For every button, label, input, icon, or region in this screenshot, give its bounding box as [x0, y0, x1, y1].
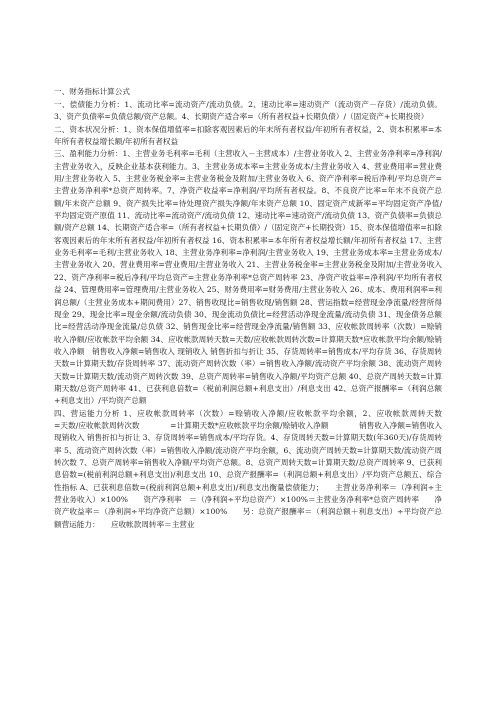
section-solvency: 一、偿债能力分析：1、流动比率=流动资产/流动负债。2、速动比率=速动资产（流动资产－存货）/流动负债。3、资产负债率=负债总额/资产总额。4、长期资产适合率=（所有者权益+长期负债）/（固定资产+长期投资）	[54, 100, 442, 122]
section-operating: 四、营运能力分析 1、应收帐款周转率（次数）=赊销收入净额/应收帐款平均余额，2、应收帐款周转天数 =天数/应收帐款周转次数 =计算期天数*应收帐款平均余额/赊销收入净额 销售收入净额=销售收入 现销收入 销售折扣与折让 3、存货周转率=销售成本/平均存货。4、存货周转天数=计算期天数(年360天)/存货周转率 5、流动资产周转次数（率）=销售收入净额/流动资产平均余额，6、流动资产周转天数=计算期天数/流动资产周转次数 7、总资产周转率=销售收入净额/平均资产总额。8、总资产周转天数=计算期天数/总资产周转率 9、已获利息倍数=(税前利润总额+利息支出)/利息支出 10、总资产报酬率=（利润总额+利息支出）/平均资产总额五、综合性指标 A、已获利息倍数=(税前利润总额+利息支出)/利息支出衡量偿债能力； 主营业务净利率＝（净利润÷主营业务收入）×100% 资产净利率 ＝（净利润÷平均总资产）×100%＝主营业务净利率*总资产周转率 净资产收益率＝（净利润÷平均净资产总额）×100% 另：总资产报酬率＝（利润总额＋利息支出）÷平均资产总额营运能力： 应收帐款周转率＝主营业	[54, 408, 473, 529]
section-capital: 二、资本状况分析：1、资本保值增值率=扣除客观因素后的年末所有者权益/年初所有者权益，2、资本积累率=本年所有者权益增长额/年初所有者权益	[54, 124, 442, 147]
section-profitability: 三、盈利能力分析：1、主营业务毛利率=毛利（主营收入－主营成本）/主营业务收入 2、主营业务净利率=净利润/主营业务收入，反映企业基本获利能力。3、主营业务成本率=主营业务成本/主营业务收入 4、营业费用率=营业费用/主营业务收入 5、主营业务税金率=主营业务税金及附加/主营业务收入 6、资产净利率=税后净利/平均总资产=主营业务净利率*总资产周转率。7、净资产收益率=净利润/平均所有者权益。8、不良资产比率=年末不良资产总额/年末资产总额 9、资产损失比率=待处理资产损失净额/年末资产总额 10、固定资产成新率=平均固定资产净值/平均固定资产原值 11、流动比率=流动资产/流动负债 12、速动比率=速动资产/流动负债 13、资产负债率=负债总额/资产总额 14、长期资产适合率=（所有者权益+长期负债）/（固定资产+长期投资）15、资本保值增值率=扣除客观因素后的年末所有者权益/年初所有者权益 16、资本积累率=本年所有者权益增长额/年初所有者权益 17、主营业务毛利率=毛利/主营业务收入 18、主营业务净利率=净利润/主营业务收入 19、主营业务成本率=主营业务成本/主营业务收入 20、营业费用率=营业费用/主营业务收入 21、主营业务税金率=主营业务税金及附加/主营业务收入 22、资产净利率=税后净利/平均总资产=主营业务净利率*总资产周转率 23、净资产收益率=净利润/平均所有者权益 24、管理费用率=管理费用/主营业务收入 25、财务费用率=财务费用/主营业务收入 26、成本、费用利润率=利润总额/（主营业务成本+期间费用）27、销售收现比=销售收现/销售额 28、营运指数=经营现金净流量/经营所得现金 29、现金比率=现金余额/流动负债 30、现金流动负债比=经营活动净现金流量/流动负债 31、现金债务总额比=经营活动净现金流量/总负债 32、销售现金比率=经营现金净流量/销售额 33、应收帐款周转率（次数）=赊销收入净额/应收帐款平均余额 34、应收帐款周转天数=天数/应收帐款周转次数=计算期天数*应收帐款平均余额/赊销收入净额 销售收入净额=销售收入 现销收入 销售折扣与折让 35、存货周转率=销售成本/平均存货 36、存货周转天数=计算期天数/存货周转率 37、流动资产周转次数（率）=销售收入净额/流动资产平均余额 38、流动资产周转天数=计算期天数/流动资产周转次数 39、总资产周转率=销售收入净额/平均资产总额 40、总资产周转天数=计算期天数/总资产周转率 41、已获利息倍数=（税前利润总额+利息支出）/利息支出 42、总资产报酬率=（利润总额+利息支出）/平均资产总额	[54, 149, 442, 406]
document-heading: 一、财务指标计算公式	[54, 87, 130, 96]
